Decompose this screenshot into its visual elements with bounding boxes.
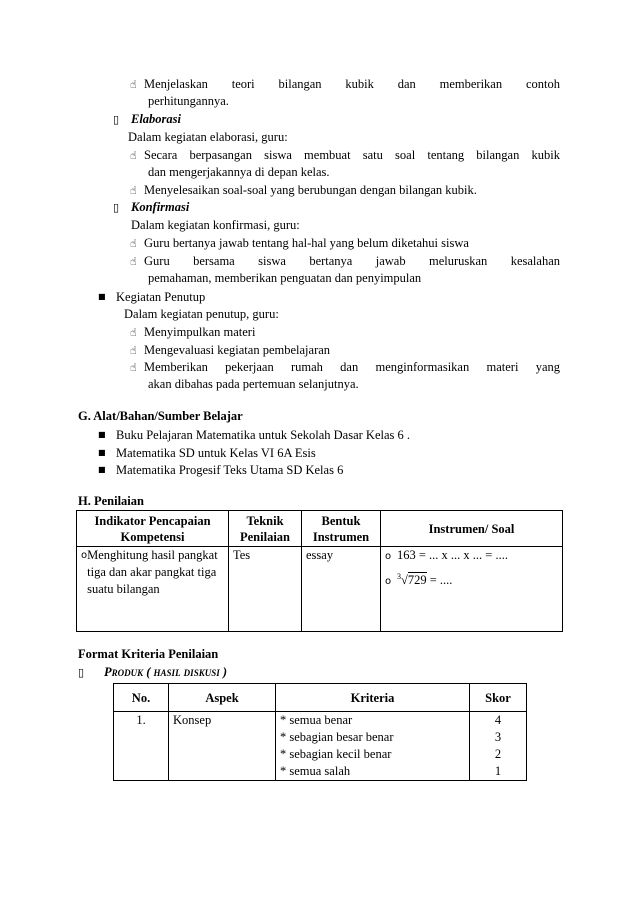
square-bullet-icon: ■ [98, 448, 106, 457]
table-header-row [77, 511, 563, 547]
elaborasi-heading: ▯ Elaborasi [113, 112, 182, 126]
penilaian-table [76, 510, 563, 632]
list-item: ☝ Guru bersama siswa bertanya jawab meluruskan kesalahan [130, 254, 560, 268]
table-header: No. [114, 684, 169, 712]
radical-sign: √ [401, 573, 408, 588]
pointing-hand-icon: ☝ [130, 344, 137, 357]
table-header: Bentuk Instrumen [302, 511, 381, 547]
list-item: ☝ Secara berpasangan siswa membuat satu soal tentang bilangan kubik [130, 148, 560, 162]
section-h-heading: H. Penilaian [78, 494, 144, 508]
format-heading: Format Kriteria Penilaian [78, 647, 219, 661]
pointing-hand-icon: ☝ [130, 184, 137, 197]
square-bullet-icon: ■ [98, 292, 106, 301]
circle-bullet-icon: o [385, 576, 392, 588]
list-item: ☝ Menyelesaikan soal-soal yang berubungan dengan bilangan kubik. [130, 183, 477, 197]
list-item-continuation: pemahaman, memberikan penguatan dan penyimpulan [148, 271, 422, 285]
pointing-hand-icon: ☝ [130, 149, 137, 162]
konfirmasi-intro: Dalam kegiatan konfirmasi, guru: [131, 218, 300, 232]
section-g-heading: G. Alat/Bahan/Sumber Belajar [78, 409, 243, 423]
table-cell: Tes [229, 547, 302, 632]
list-item: ☝ Menyimpulkan materi [130, 325, 256, 339]
pointing-hand-icon: ☝ [130, 361, 137, 374]
table-header: Aspek [169, 684, 276, 712]
list-item: ☝ Mengevaluasi kegiatan pembelajaran [130, 343, 331, 357]
list-item: ■ Matematika SD untuk Kelas VI 6A Esis [98, 446, 316, 460]
pointing-hand-icon: ☝ [130, 326, 137, 339]
pointing-hand-icon: ☝ [130, 78, 137, 91]
list-item-continuation: perhitungannya. [148, 94, 229, 108]
pointing-hand-icon: ☝ [130, 237, 137, 250]
table-header-row [114, 684, 527, 712]
table-cell: 4 3 2 1 [470, 712, 527, 781]
elaborasi-intro: Dalam kegiatan elaborasi, guru: [128, 130, 288, 144]
list-item: ☝ Guru bertanya jawab tentang hal-hal yang belum diketahui siswa [130, 236, 469, 250]
table-header: Indikator Pencapaian Kompetensi [77, 511, 229, 547]
penutup-heading: ■ Kegiatan Penutup [98, 290, 206, 304]
square-bullet-icon: ■ [98, 430, 106, 439]
penutup-intro: Dalam kegiatan penutup, guru: [124, 307, 279, 321]
table-header: Skor [470, 684, 527, 712]
square-bullet-icon: ■ [98, 465, 106, 474]
list-item: ☝ Memberikan pekerjaan rumah dan menginformasikan materi yang [130, 360, 560, 374]
list-item-continuation: dan mengerjakannya di depan kelas. [148, 165, 330, 179]
circle-bullet-icon: o [81, 550, 88, 561]
table-cell: o 163 = ... x ... x ... = .... o $^3$√729 = .... [381, 547, 563, 632]
pointing-hand-icon: ☝ [130, 255, 137, 268]
table-cell: o Menghitung hasil pangkat tiga dan akar pangkat tiga suatu bilangan [77, 547, 229, 632]
list-item-continuation: akan dibahas pada pertemuan selanjutnya. [148, 377, 359, 391]
table-cell: * semua benar * sebagian besar benar * sebagian kecil benar * semua salah [276, 712, 470, 781]
missing-glyph-box-icon: ▯ [78, 666, 85, 679]
missing-glyph-box-icon: ▯ [113, 113, 120, 126]
missing-glyph-box-icon: ▯ [113, 201, 120, 214]
radicand: 729 [407, 573, 427, 588]
table-cell: Konsep [169, 712, 276, 781]
table-header: Kriteria [276, 684, 470, 712]
kriteria-table [113, 683, 527, 781]
list-item: ☝ Menjelaskan teori bilangan kubik dan memberikan contoh [130, 77, 560, 91]
table-cell: 1. [114, 712, 169, 781]
root-index: 3 [397, 572, 401, 581]
table-row [77, 547, 563, 632]
circle-bullet-icon: o [385, 551, 392, 562]
produk-heading: ▯ Produk ( hasil diskusi ) [78, 665, 227, 679]
table-row [114, 712, 527, 781]
list-item: ■ Buku Pelajaran Matematika untuk Sekolah Dasar Kelas 6 . [98, 428, 411, 442]
konfirmasi-heading: ▯ Konfirmasi [113, 200, 190, 214]
table-header: Instrumen/ Soal [381, 511, 563, 547]
table-cell: essay [302, 547, 381, 632]
table-header: Teknik Penilaian [229, 511, 302, 547]
list-item: ■ Matematika Progesif Teks Utama SD Kelas 6 [98, 463, 344, 477]
